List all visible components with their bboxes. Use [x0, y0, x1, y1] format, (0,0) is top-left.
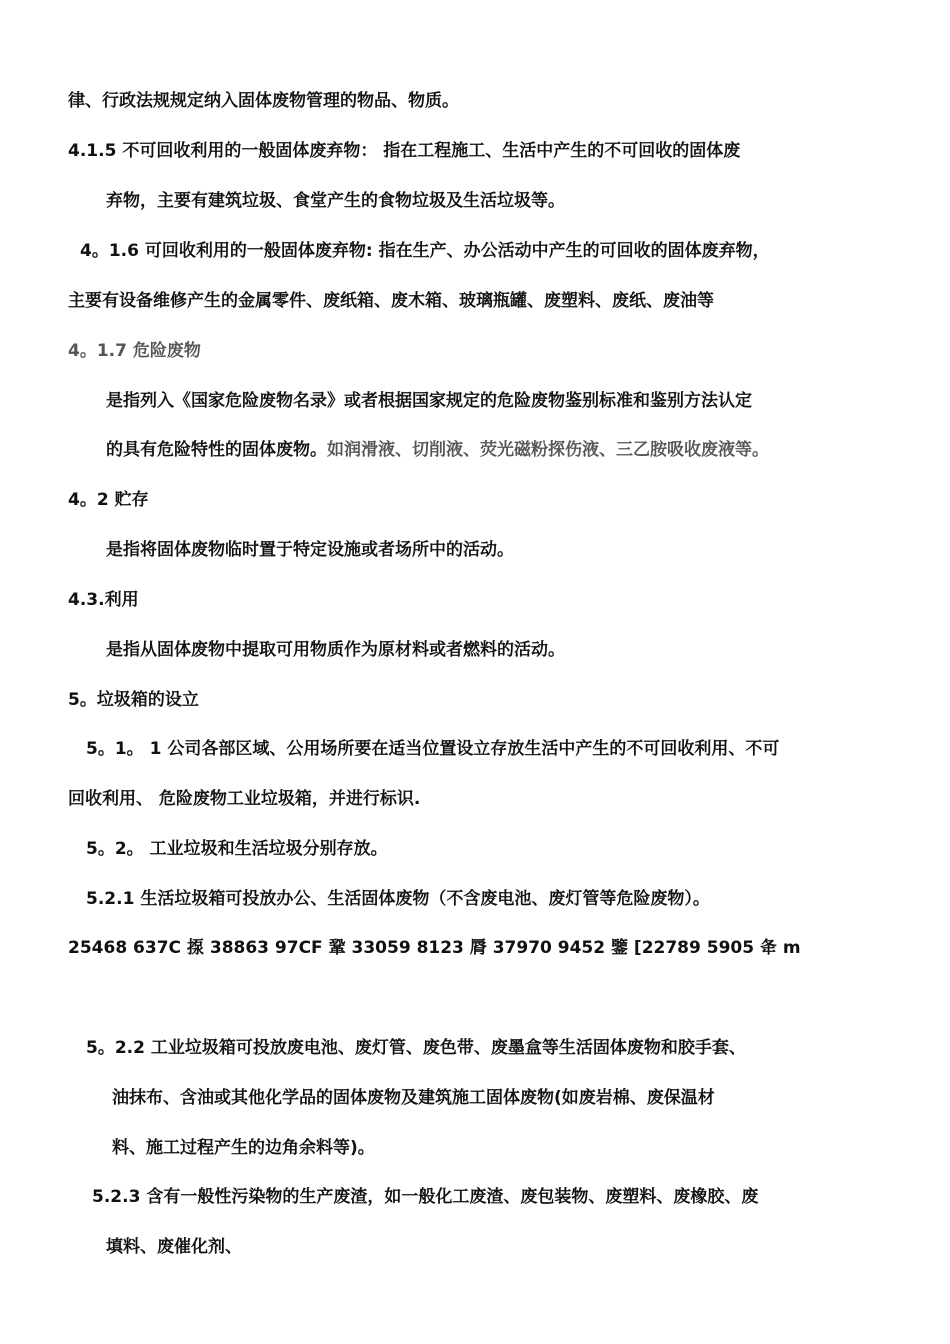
- text-line-17: 5.2.1 生活垃圾箱可投放办公、生活固体废物（不含废电池、废灯管等危险废物）。: [86, 889, 710, 909]
- text-line-8-examples: 如润滑液、切削液、荧光磁粉探伤液、三乙胺吸收废液等。: [327, 440, 769, 460]
- text-line-7: 是指列入《国家危险废物名录》或者根据国家规定的危险废物鉴别标准和鉴别方法认定: [106, 391, 752, 411]
- text-line-12: 是指从固体废物中提取可用物质作为原材料或者燃料的活动。: [106, 640, 565, 660]
- text-line-14: 5。1。 1 公司各部区域、公用场所要在适当位置设立存放生活中产生的不可回收利用、不可: [86, 739, 780, 759]
- section-heading-4-3: 4.3.利用: [68, 590, 139, 610]
- text-line-3: 弃物，主要有建筑垃圾、食堂产生的食物垃圾及生活垃圾等。: [106, 191, 565, 211]
- text-line-16: 5。2。 工业垃圾和生活垃圾分别存放。: [86, 839, 388, 859]
- text-line-23: 填料、废催化剂、: [106, 1237, 242, 1257]
- text-line-8: [106, 438, 769, 462]
- section-heading-4-1-7: 4。1.7 危险废物: [68, 341, 201, 361]
- garbled-code-line: 25468 637C 揼 38863 97CF 鞏 33059 8123 脣 37970 9452 鑒 [22789 5905 夅 m: [68, 938, 801, 958]
- text-line-5: 主要有设备维修产生的金属零件、废纸箱、废木箱、玻璃瓶罐、废塑料、废纸、废油等: [68, 291, 714, 311]
- text-line-2: 4.1.5 不可回收利用的一般固体废弃物： 指在工程施工、生活中产生的不可回收的固体废: [68, 141, 741, 161]
- text-line-21: 料、施工过程产生的边角余料等)。: [112, 1138, 375, 1158]
- text-line-19: 5。2.2 工业垃圾箱可投放废电池、废灯管、废色带、废墨盒等生活固体废物和胶手套、: [86, 1038, 746, 1058]
- text-line-20: 油抹布、含油或其他化学品的固体废物及建筑施工固体废物(如废岩棉、废保温材: [112, 1088, 715, 1108]
- text-line-15: 回收利用、 危险废物工业垃圾箱，并进行标识.: [68, 789, 421, 809]
- text-line-8-main: 的具有危险特性的固体废物。: [106, 440, 327, 460]
- section-heading-5: 5。垃圾箱的设立: [68, 690, 199, 710]
- text-line-10: 是指将固体废物临时置于特定设施或者场所中的活动。: [106, 540, 514, 560]
- text-line-1: 律、行政法规规定纳入固体废物管理的物品、物质。: [68, 91, 459, 111]
- section-heading-4-2: 4。2 贮存: [68, 490, 149, 510]
- text-line-22: 5.2.3 含有一般性污染物的生产废渣，如一般化工废渣、废包装物、废塑料、废橡胶、废: [92, 1187, 759, 1207]
- text-line-4: 4。1.6 可回收利用的一般固体废弃物: 指在生产、办公活动中产生的可回收的固体废弃物，: [80, 241, 770, 261]
